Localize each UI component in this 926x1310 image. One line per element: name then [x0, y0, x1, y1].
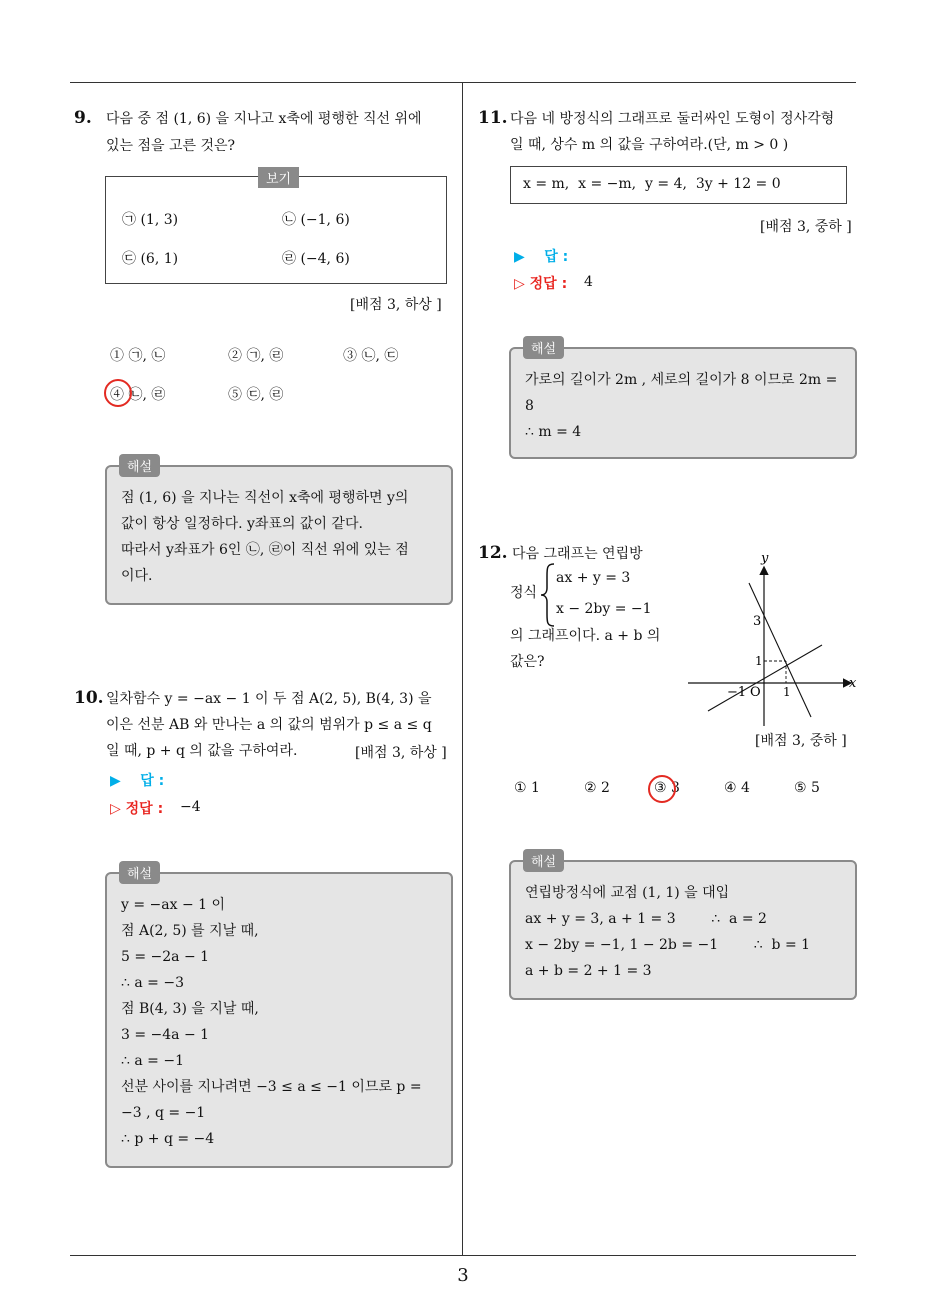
page-number: 3 [457, 1265, 469, 1286]
x-axis-label: x [849, 676, 857, 691]
q10-solution-line: ∴ a = −1 [121, 1053, 184, 1069]
tick-1-y: 1 [755, 654, 763, 668]
q12-choice-1[interactable]: ① 1 [514, 780, 540, 796]
q11-correct-value: 4 [584, 274, 593, 290]
q10-solution-tag: 해설 [119, 861, 160, 884]
q9-bogi-item: ㉣ (−4, 6) [282, 251, 350, 267]
q12-equation-1: ax + y = 3 [556, 570, 631, 586]
q11-solution-box [509, 342, 857, 459]
q12-meta: [배점 3, 중하 ] [755, 733, 847, 749]
q11-text-line2: 일 때, 상수 m 의 값을 구하여라.(단, m > 0 ) [510, 137, 789, 153]
q12-solution-line: 연립방정식에 교점 (1, 1) 을 대입 [525, 885, 730, 901]
q9-choice-5[interactable]: ⑤ ㉢, ㉣ [228, 387, 284, 403]
q10-solution-line: y = −ax − 1 이 [121, 897, 226, 913]
q9-bogi-item: ㉡ (−1, 6) [282, 212, 350, 228]
q10-solution-line: 선분 사이를 지나려면 −3 ≤ a ≤ −1 이므로 p = [121, 1079, 422, 1095]
q11-equation-box [510, 166, 847, 204]
q10-solution-line: 5 = −2a − 1 [121, 949, 210, 965]
q12-text-line3: 의 그래프이다. a + b 의 [510, 628, 661, 644]
q11-meta: [배점 3, 중하 ] [760, 219, 852, 235]
q12-number: 12. [478, 543, 508, 563]
q10-solution-line: 3 = −4a − 1 [121, 1027, 210, 1043]
q12-brace [540, 562, 556, 628]
q9-choice-4[interactable]: ④ ㉡, ㉣ [110, 387, 166, 403]
q11-text-line1: 다음 네 방정식의 그래프로 둘러싸인 도형이 정사각형 [510, 111, 835, 127]
q12-text-line4: 값은? [510, 654, 545, 670]
q11-equation: x = m, x = −m, y = 4, 3y + 12 = 0 [523, 176, 781, 192]
q9-solution-line: 따라서 y좌표가 6인 ㉡, ㉣이 직선 위에 있는 점 [121, 542, 409, 558]
top-rule [70, 82, 856, 83]
q10-solution-line: 점 A(2, 5) 를 지날 때, [121, 923, 259, 939]
q12-text-line1: 다음 그래프는 연립방 [512, 546, 643, 562]
q12-solution-box [509, 855, 857, 1000]
q12-solution-line: ax + y = 3, a + 1 = 3 ∴ a = 2 [525, 911, 767, 927]
q10-meta: [배점 3, 하상 ] [355, 745, 447, 761]
q9-bogi-item: ㉢ (6, 1) [122, 251, 179, 267]
q11-correct-label: ▷ 정답 : [514, 276, 568, 292]
q9-bogi-item: ㉠ (1, 3) [122, 212, 179, 228]
q9-solution-box [105, 460, 453, 605]
q9-answer-mark [104, 379, 132, 407]
tick-3: 3 [753, 614, 762, 629]
bottom-rule [70, 1255, 856, 1256]
q12-solution-line: a + b = 2 + 1 = 3 [525, 963, 652, 979]
q12-equation-2: x − 2by = −1 [556, 601, 652, 617]
tick-1-x: 1 [783, 685, 791, 699]
q11-solution-tag: 해설 [523, 336, 564, 359]
q12-choice-4[interactable]: ④ 4 [724, 780, 750, 796]
q9-solution-line: 점 (1, 6) 을 지나는 직선이 x축에 평행하면 y의 [121, 490, 409, 506]
line-x-minus-2by [708, 645, 822, 711]
q12-answer-mark [648, 775, 676, 803]
q9-choice-3[interactable]: ③ ㉡, ㉢ [343, 348, 399, 364]
q10-solution-line: 점 B(4, 3) 을 지날 때, [121, 1001, 259, 1017]
q9-meta: [배점 3, 하상 ] [350, 297, 442, 313]
q11-answer-label: ▶ 답 : [514, 249, 569, 265]
q9-solution-tag: 해설 [119, 454, 160, 477]
q11-solution-line: ∴ m = 4 [525, 424, 582, 440]
q10-correct-label: ▷ 정답 : [110, 801, 164, 817]
q10-text-line3: 일 때, p + q 의 값을 구하여라. [106, 743, 298, 759]
q9-choice-1[interactable]: ① ㉠, ㉡ [110, 348, 166, 364]
q9-solution-line: 값이 항상 일정하다. y좌표의 값이 같다. [121, 516, 363, 532]
tick-neg1: −1 [727, 685, 747, 700]
q12-choice-5[interactable]: ⑤ 5 [794, 780, 820, 796]
q10-solution-line: ∴ a = −3 [121, 975, 184, 991]
q11-number: 11. [478, 108, 508, 128]
q10-solution-line: −3 , q = −1 [121, 1105, 206, 1121]
q10-text-line1: 일차함수 y = −ax − 1 이 두 점 A(2, 5), B(4, 3) 을 [106, 691, 432, 707]
q10-solution-line: ∴ p + q = −4 [121, 1131, 215, 1147]
q12-graph [685, 548, 860, 728]
q12-choice-3[interactable]: ③ 3 [654, 780, 680, 796]
q10-number: 10. [74, 688, 104, 708]
q12-solution-line: x − 2by = −1, 1 − 2b = −1 ∴ b = 1 [525, 937, 811, 953]
q10-answer-label: ▶ 답 : [110, 773, 165, 789]
q10-correct-value: −4 [180, 799, 201, 815]
q12-text-jeongsik: 정식 [510, 585, 538, 601]
origin-label: O [750, 685, 761, 700]
q9-bogi-box [105, 172, 447, 284]
q12-choice-2[interactable]: ② 2 [584, 780, 610, 796]
q11-solution-line: 8 [525, 398, 534, 414]
q12-solution-tag: 해설 [523, 849, 564, 872]
q11-solution-line: 가로의 길이가 2m , 세로의 길이가 8 이므로 2m = [525, 372, 838, 388]
q9-number: 9. [74, 108, 92, 128]
q9-choice-2[interactable]: ② ㉠, ㉣ [228, 348, 284, 364]
y-axis-label: y [761, 551, 769, 566]
q9-text-line2: 있는 점을 고른 것은? [106, 138, 236, 154]
q9-bogi-title: 보기 [258, 167, 299, 188]
q10-solution-box [105, 867, 453, 1168]
q9-solution-line: 이다. [121, 568, 153, 584]
column-divider [462, 82, 463, 1255]
q9-text-line1: 다음 중 점 (1, 6) 을 지나고 x축에 평행한 직선 위에 [106, 111, 422, 127]
q10-text-line2: 이은 선분 AB 와 만나는 a 의 값의 범위가 p ≤ a ≤ q [106, 717, 432, 733]
